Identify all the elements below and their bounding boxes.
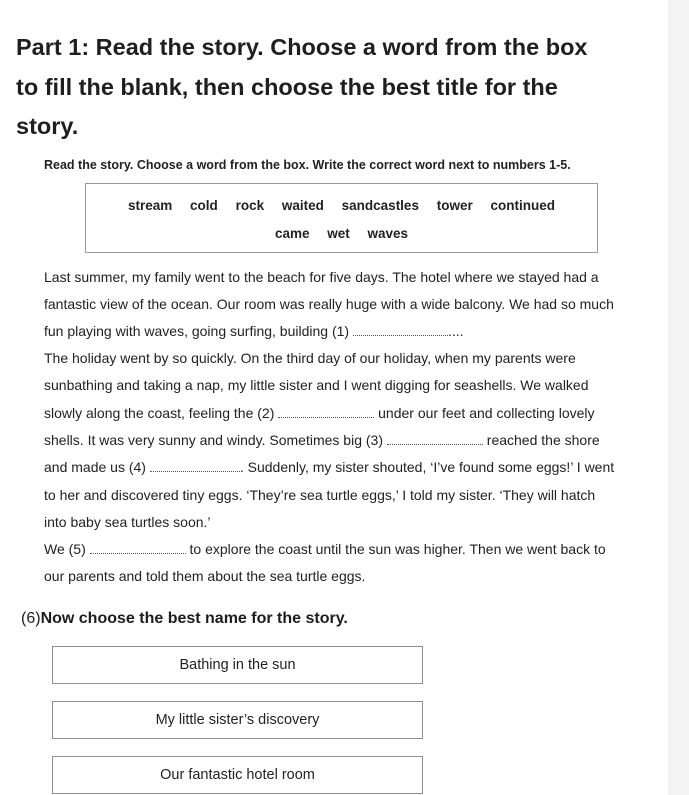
title-line-2: to fill the blank, then choose the best title for the <box>16 73 558 100</box>
title-line-1: Part 1: Read the story. Choose a word from the box <box>16 34 588 60</box>
blank-4[interactable] <box>150 459 240 472</box>
question-number: (6) <box>21 610 41 627</box>
story-text: We (5) <box>44 541 86 557</box>
title-option-3[interactable]: Our fantastic hotel room <box>52 756 423 794</box>
word-row-1 <box>86 198 597 213</box>
page-title <box>16 28 656 147</box>
word-item: wet <box>327 226 350 241</box>
story-line: The holiday went by so quickly. On the third day of our holiday, when my parents were <box>44 350 576 366</box>
story-line <box>44 323 464 339</box>
title-option-2[interactable]: My little sister’s discovery <box>52 701 423 739</box>
story-text: under our feet and collecting lovely <box>378 405 595 421</box>
word-item: waited <box>281 198 324 213</box>
word-box <box>85 183 598 253</box>
blank-5[interactable] <box>90 541 186 554</box>
story-line: into baby sea turtles soon.’ <box>44 514 211 530</box>
word-item: cold <box>190 198 218 213</box>
blank-3[interactable] <box>387 432 483 445</box>
story-line: our parents and told them about the sea turtle eggs. <box>44 568 366 584</box>
word-item: waves <box>367 226 409 241</box>
story-line: Last summer, my family went to the beach for five days. The hotel where we stayed had a <box>44 269 599 285</box>
blank-1[interactable] <box>353 323 448 336</box>
word-item: tower <box>436 198 473 213</box>
story-line <box>44 432 600 448</box>
title-option-1[interactable]: Bathing in the sun <box>52 646 423 684</box>
instruction-text: Read the story. Choose a word from the box. Write the correct word next to numbers 1-5. <box>44 158 571 172</box>
story-text: and made us (4) <box>44 459 146 475</box>
blank-2[interactable] <box>278 405 374 418</box>
story-text: slowly along the coast, feeling the (2) <box>44 405 275 421</box>
question-6 <box>21 610 348 628</box>
story-text: . Suddenly, my sister shouted, ‘I’ve found some eggs!’ I went <box>239 459 615 475</box>
title-line-3: story. <box>16 113 79 139</box>
word-item: continued <box>490 198 555 213</box>
word-item: rock <box>235 198 265 213</box>
word-row-2 <box>86 226 597 241</box>
story-text: fun playing with waves, going surfing, building (1) <box>44 323 350 339</box>
story-text: to explore the coast until the sun was higher. Then we went back to <box>189 541 606 557</box>
story-text: .... <box>447 323 464 339</box>
question-text: Now choose the best name for the story. <box>40 610 348 627</box>
word-item: sandcastles <box>341 198 419 213</box>
story-text: reached the shore <box>486 432 600 448</box>
story-line: sunbathing and taking a nap, my little sister and I went digging for seashells. We walked <box>44 377 589 393</box>
story-line: to her and discovered tiny eggs. ‘They’re sea turtle eggs,’ I told my sister. ‘They will hatch <box>44 487 596 503</box>
story-line <box>44 541 606 557</box>
story-line <box>44 405 595 421</box>
story-line <box>44 459 614 475</box>
word-item: stream <box>128 198 173 213</box>
story-text: shells. It was very sunny and windy. Sometimes big (3) <box>44 432 383 448</box>
word-item: came <box>274 226 310 241</box>
story-line: fantastic view of the ocean. Our room was really huge with a wide balcony. We had so much <box>44 296 614 312</box>
